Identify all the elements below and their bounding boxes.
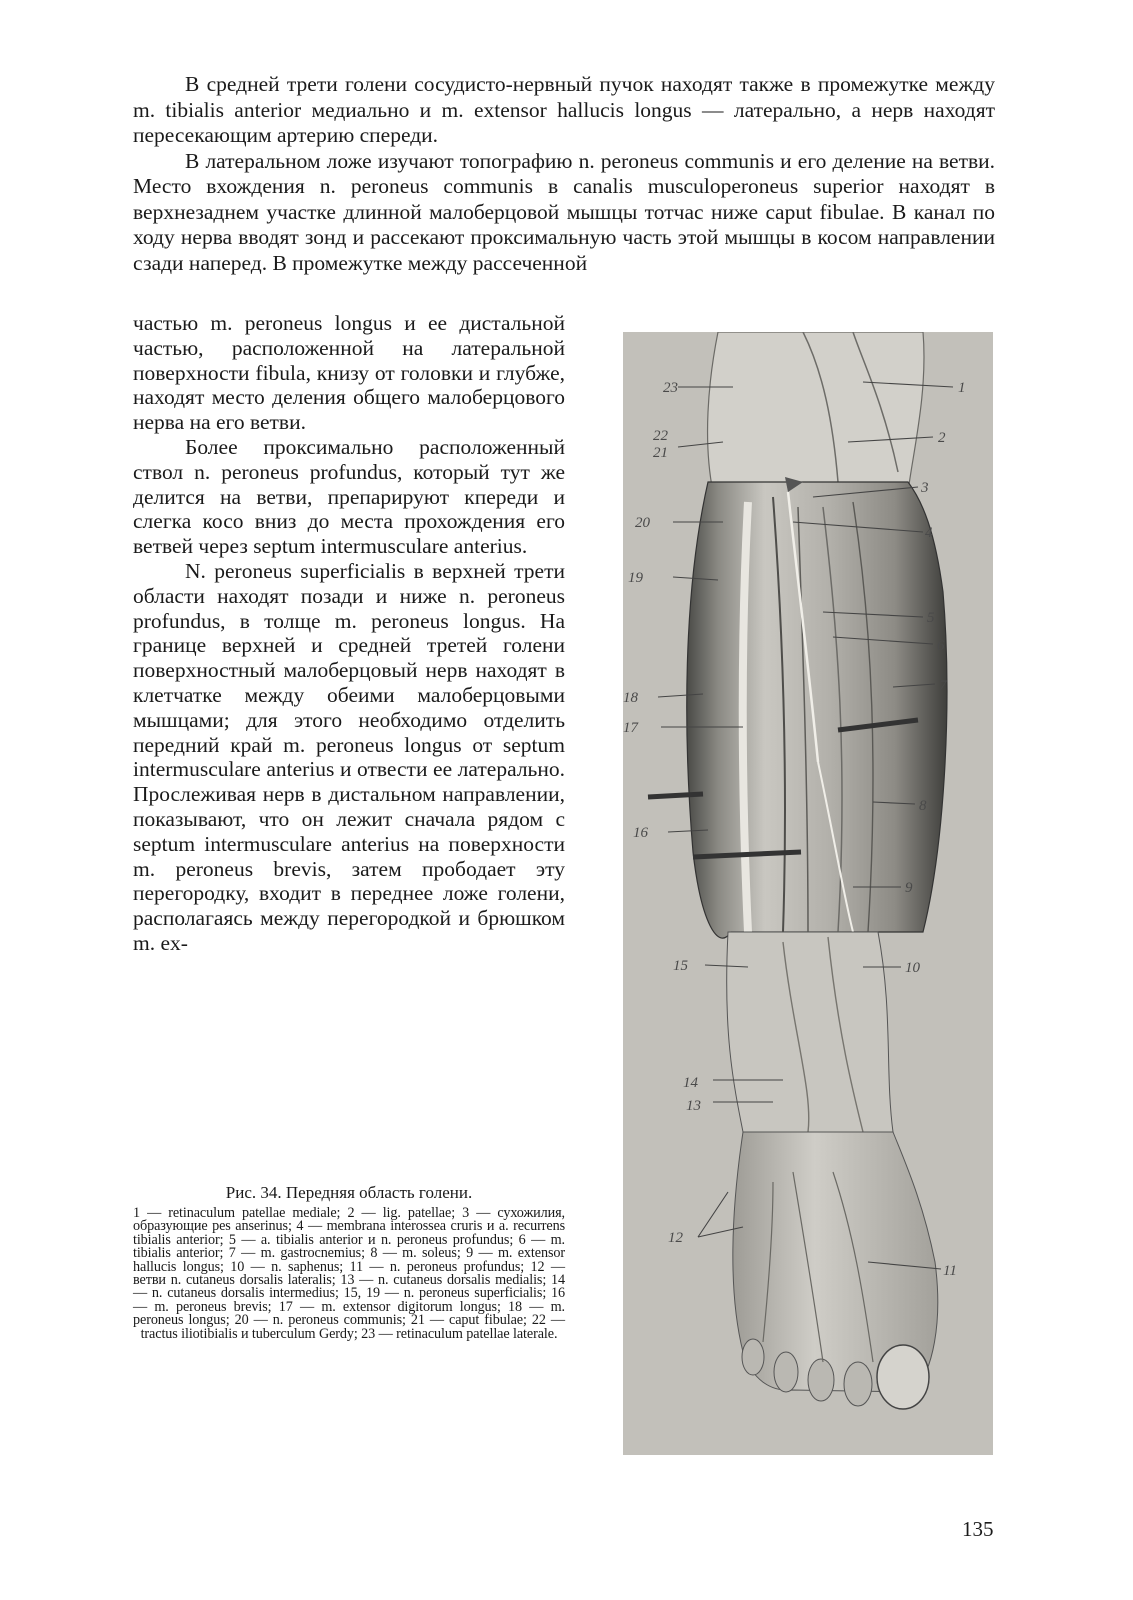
leg-dissection [687,482,947,938]
label-22: 22 [653,428,668,444]
body-text-top [133,72,995,276]
paragraph-1: В средней трети голени сосудисто-нервный пучок находят также в промежутке между m. tibialis anterior медиально и m. extensor hallucis longus — латерально, а нерв находят пересекающим артерию спереди. [133,72,995,147]
label-4: 4 [925,525,933,541]
label-12: 12 [668,1230,683,1246]
label-2: 2 [938,430,946,446]
label-5: 5 [927,610,935,626]
label-23: 23 [663,380,678,396]
body-text-column [133,311,565,956]
label-19: 19 [628,570,643,586]
leg-illustration [623,332,993,1455]
label-15: 15 [673,958,688,974]
caption-title: Рис. 34. Передняя область голени. [225,1183,473,1202]
label-16: 16 [633,825,648,841]
label-17: 17 [623,720,638,736]
label-3: 3 [921,480,929,496]
anatomical-figure [623,332,993,1455]
label-13: 13 [686,1098,701,1114]
label-6: 6 [937,638,945,654]
label-11: 11 [943,1263,957,1279]
figure-caption [133,1183,565,1341]
label-8: 8 [919,798,927,814]
paragraph-2: В латеральном ложе изучают топографию n. peroneus communis и его деление на ветви. Место вхождения n. peroneus communis в canalis musculoperoneus superior находят в верхнезаднем участке длинной малоберцовой мышцы тотчас ниже caput fibulae. В канал по ходу нерва вводят зонд и рассекают проксимальную часть этой мышцы в косом направлении сзади наперед. В промежутке между рассеченной [133,148,995,275]
label-9: 9 [905,880,913,896]
label-18: 18 [623,690,638,706]
caption-legend: 1 — retinaculum patellae mediale; 2 — lig. patellae; 3 — сухожилия, образующие pes anserinus; 4 — membrana interossea cruris и a. recurrens tibialis anterior; 5 — a. tibialis anterior и n. peroneus profundus; 6 — m. tibialis anterior; 7 — m. gastrocnemius; 8 — m. soleus; 9 — m. extensor hallucis longus; 10 — n. saphenus; 11 — n. peroneus profundus; 12 — ветви n. cutaneus dorsalis lateralis; 13 — n. cutaneus dorsalis medialis; 14 — n. cutaneus dorsalis intermedius; 15, 19 — n. peroneus superficialis; 16 — m. peroneus brevis; 17 — m. extensor digitorum longus; 18 — m. peroneus longus; 20 — n. peroneus communis; 21 — caput fibulae; 22 — tractus iliotibialis и tuberculum Gerdy; 23 — retinaculum patellae laterale. [133,1205,565,1342]
paragraph-2-continued: частью m. peroneus longus и ее дистальной частью, расположенной на латеральной поверхности fibula, книзу от головки и глубже, находят место деления общего малоберцового нерва на его ветви. [133,311,565,435]
label-1: 1 [958,380,966,396]
paragraph-4: N. peroneus superficialis в верхней трети области находят позади и ниже n. peroneus profundus, в толще m. peroneus longus. На границе верхней и средней третей голени поверхностный малоберцовый нерв находят в клетчатке между обеими малоберцовыми мышцами; для этого необходимо отделить передний край m. peroneus longus от septum intermusculare anterius и отвести ее латерально. Прослеживая нерв в дистальном направлении, показывают, что он лежит сначала рядом с septum intermusculare anterius на поверхности m. peroneus brevis, затем прободает эту перегородку, входит в переднее ложе голени, располагаясь между перегородкой и брюшком m. ex- [133,558,565,955]
paragraph-3: Более проксимально расположенный ствол n. peroneus profundus, который тут же делится на ветви, препарируют кпереди и слегка косо вниз до места прохождения его ветвей через septum intermusculare anterius. [133,434,565,559]
label-21: 21 [653,445,668,461]
label-14: 14 [683,1075,698,1091]
label-7: 7 [939,678,947,694]
label-10: 10 [905,960,920,976]
page-number: 135 [962,1517,994,1541]
label-20: 20 [635,515,650,531]
